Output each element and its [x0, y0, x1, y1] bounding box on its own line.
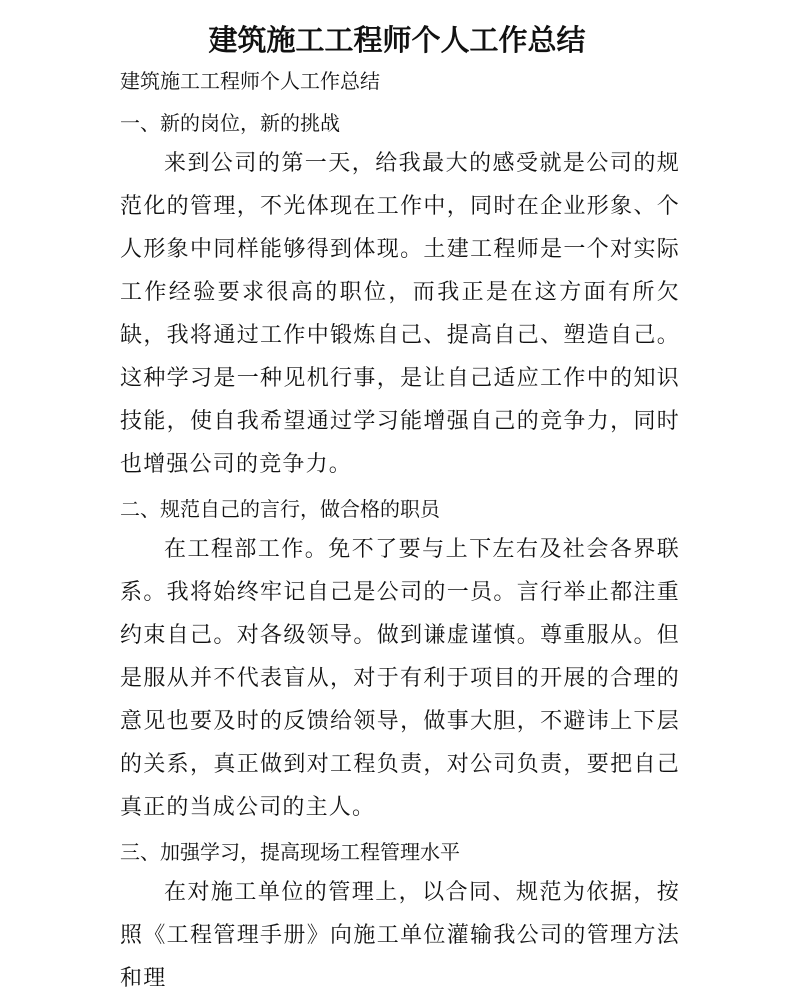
section-heading-1: 一、新的岗位，新的挑战 [120, 111, 340, 135]
document-body [120, 62, 680, 1000]
section-paragraph-3: 在对施工单位的管理上，以合同、规范为依据，按照《工程管理手册》向施工单位灌输我公司的管理方法和理 [120, 880, 680, 991]
document-title: 建筑施工工程师个人工作总结 [208, 23, 586, 57]
section-paragraph-2: 在工程部工作。免不了要与上下左右及社会各界联系。我将始终牢记自己是公司的一员。言行举止都注重约束自己。对各级领导。做到谦虚谨慎。尊重服从。但是服从并不代表盲从，对于有利于项目的开展的合理的意见也要及时的反馈给领导，做事大胆，不避讳上下层的关系，真正做到对工程负责，对公司负责，要把自己真正的当成公司的主人。 [120, 537, 680, 820]
section-paragraph-1: 来到公司的第一天，给我最大的感受就是公司的规范化的管理，不光体现在工作中，同时在企业形象、个人形象中同样能够得到体现。土建工程师是一个对实际工作经验要求很高的职位，而我正是在这方面有所欠缺，我将通过工作中锻炼自己、提高自己、塑造自己。这种学习是一种见机行事，是让自己适应工作中的知识技能，使自我希望通过学习能增强自己的竞争力，同时也增强公司的竞争力。 [120, 151, 680, 477]
section-heading-3: 三、加强学习，提高现场工程管理水平 [120, 840, 460, 864]
document-subtitle: 建筑施工工程师个人工作总结 [120, 69, 380, 93]
section-heading-2: 二、规范自己的言行，做合格的职员 [120, 497, 440, 521]
